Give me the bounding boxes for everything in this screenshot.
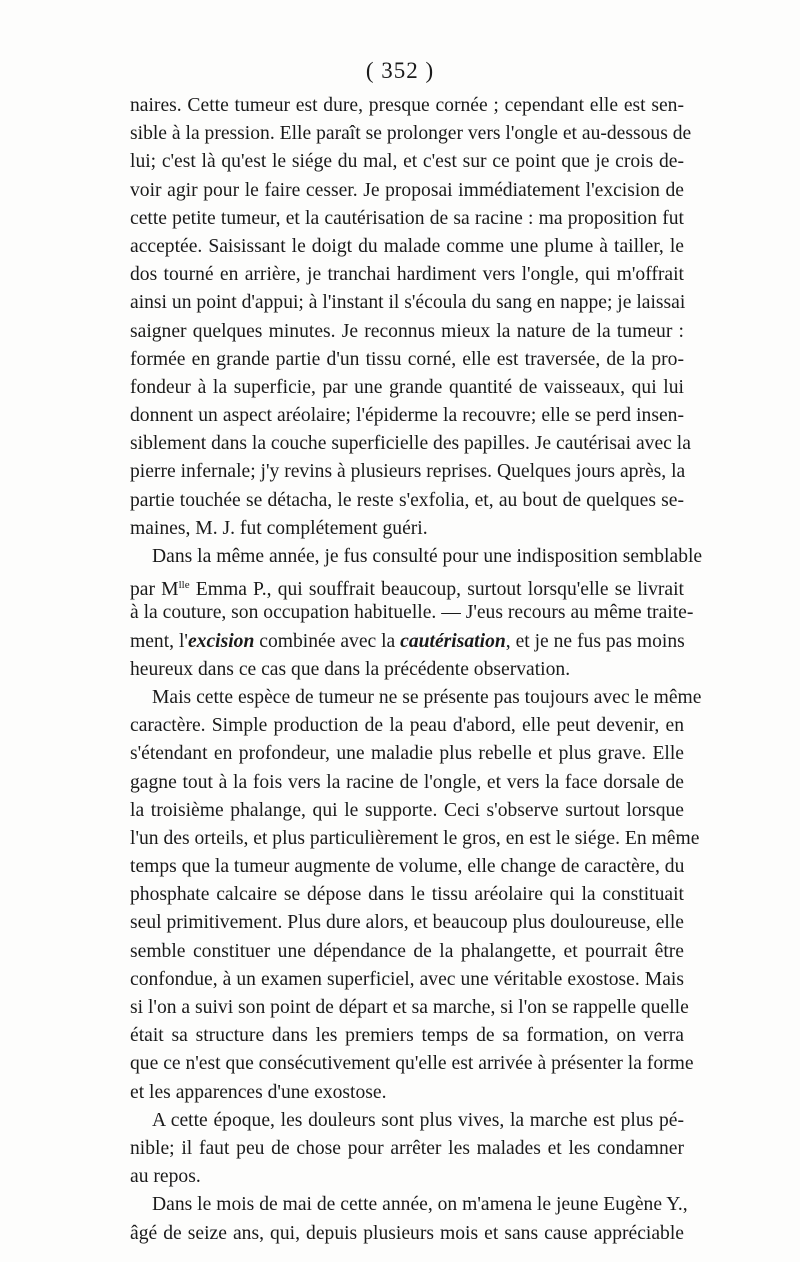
text-line: Dans le mois de mai de cette année, on m'amena le jeune Eugène Y., bbox=[152, 1194, 688, 1216]
text-line: maines, M. J. fut complétement guéri. bbox=[130, 517, 428, 539]
text-line: seul primitivement. Plus dure alors, et beaucoup plus douloureuse, elle bbox=[130, 912, 684, 934]
text-line: âgé de seize ans, qui, depuis plusieurs mois et sans cause appréciable bbox=[130, 1222, 684, 1244]
body-text bbox=[130, 92, 703, 1248]
text-line: et les apparences d'une exostose. bbox=[130, 1081, 387, 1103]
text-fragment: ment, l' bbox=[130, 630, 188, 652]
paragraph bbox=[130, 543, 703, 684]
text-line: Dans la même année, je fus consulté pour une indisposition semblable bbox=[152, 546, 703, 567]
paragraph-continuation bbox=[130, 92, 692, 543]
text-line: donnent un aspect aréolaire; l'épiderme la recouvre; elle se perd insen- bbox=[130, 405, 684, 427]
text-line: confondue, à un examen superficiel, avec une véritable exostose. Mais bbox=[130, 968, 684, 990]
text-line: s'étendant en profondeur, une maladie plus rebelle et plus grave. Elle bbox=[130, 743, 684, 765]
text-line: la troisième phalange, qui le supporte. Ceci s'observe surtout lorsque bbox=[130, 799, 684, 821]
text-line: que ce n'est que consécutivement qu'elle est arrivée à présenter la forme bbox=[130, 1053, 694, 1075]
text-line: heureux dans ce cas que dans la précédente observation. bbox=[130, 658, 571, 680]
text-line: voir agir pour le faire cesser. Je proposai immédiatement l'excision de bbox=[130, 179, 684, 201]
text-line: A cette époque, les douleurs sont plus vives, la marche est plus pé- bbox=[152, 1109, 684, 1131]
text-line: pierre infernale; j'y revins à plusieurs reprises. Quelques jours après, la bbox=[130, 461, 686, 483]
text-line: si l'on a suivi son point de départ et sa marche, si l'on se rappelle quelle bbox=[130, 997, 689, 1018]
paragraph bbox=[130, 1191, 688, 1247]
text-line bbox=[130, 571, 684, 599]
text-line: ainsi un point d'appui; à l'instant il s'écoula du sang en nappe; je laissai bbox=[130, 292, 686, 314]
text-line: était sa structure dans les premiers temps de sa formation, on verra bbox=[130, 1025, 684, 1047]
text-fragment: Emma P., qui souffrait beaucoup, surtout lorsqu'elle se livrait bbox=[189, 579, 684, 601]
text-line: au repos. bbox=[130, 1166, 201, 1188]
paragraph bbox=[130, 1107, 684, 1192]
text-line: phosphate calcaire se dépose dans le tissu aréolaire qui la constituait bbox=[130, 884, 684, 906]
emphasized-term: excision bbox=[187, 630, 255, 652]
text-line: gagne tout à la fois vers la racine de l'ongle, et vers la face dorsale de bbox=[130, 771, 684, 793]
text-line: partie touchée se détacha, le reste s'exfolia, et, au bout de quelques se- bbox=[130, 489, 684, 511]
text-line: acceptée. Saisissant le doigt du malade comme une plume à tailler, le bbox=[130, 235, 684, 257]
text-line: sible à la pression. Elle paraît se prolonger vers l'ongle et au-dessous de bbox=[130, 123, 692, 145]
emphasized-term: cautérisation bbox=[400, 630, 506, 652]
paragraph bbox=[130, 684, 702, 1107]
text-line: caractère. Simple production de la peau d'abord, elle peut devenir, en bbox=[130, 715, 684, 737]
text-line: cette petite tumeur, et la cautérisation de sa racine : ma proposition fut bbox=[130, 207, 684, 229]
text-fragment: par M bbox=[130, 579, 179, 601]
text-line: siblement dans la couche superficielle des papilles. Je cautérisai avec la bbox=[130, 433, 691, 455]
text-line: semble constituer une dépendance de la phalangette, et pourrait être bbox=[130, 940, 684, 962]
text-line: fondeur à la superficie, par une grande quantité de vaisseaux, qui lui bbox=[130, 376, 684, 398]
text-line: l'un des orteils, et plus particulièrement le gros, en est le siége. En même bbox=[130, 827, 700, 849]
text-line: nible; il faut peu de chose pour arrêter les malades et les condamner bbox=[130, 1137, 684, 1159]
text-fragment: , et je ne fus pas moins bbox=[505, 630, 685, 652]
text-line: formée en grande partie d'un tissu corné, elle est traversée, de la pro- bbox=[130, 348, 684, 370]
text-line: temps que la tumeur augmente de volume, elle change de caractère, du bbox=[130, 856, 685, 878]
text-line bbox=[130, 628, 684, 656]
text-line: dos tourné en arrière, je tranchai hardiment vers l'ongle, qui m'offrait bbox=[130, 264, 684, 286]
text-line: Mais cette espèce de tumeur ne se présente pas toujours avec le même bbox=[152, 686, 702, 708]
text-fragment: combinée avec la bbox=[254, 630, 401, 652]
text-line: à la couture, son occupation habituelle. — J'eus recours au même traite- bbox=[130, 602, 694, 624]
text-line: naires. Cette tumeur est dure, presque cornée ; cependant elle est sen- bbox=[130, 95, 684, 116]
text-line: lui; c'est là qu'est le siége du mal, et c'est sur ce point que je crois de- bbox=[130, 151, 684, 173]
abbreviation-superscript: lle bbox=[178, 579, 190, 592]
text-line: saigner quelques minutes. Je reconnus mieux la nature de la tumeur : bbox=[130, 320, 684, 342]
page-number: ( 352 ) bbox=[365, 58, 435, 83]
